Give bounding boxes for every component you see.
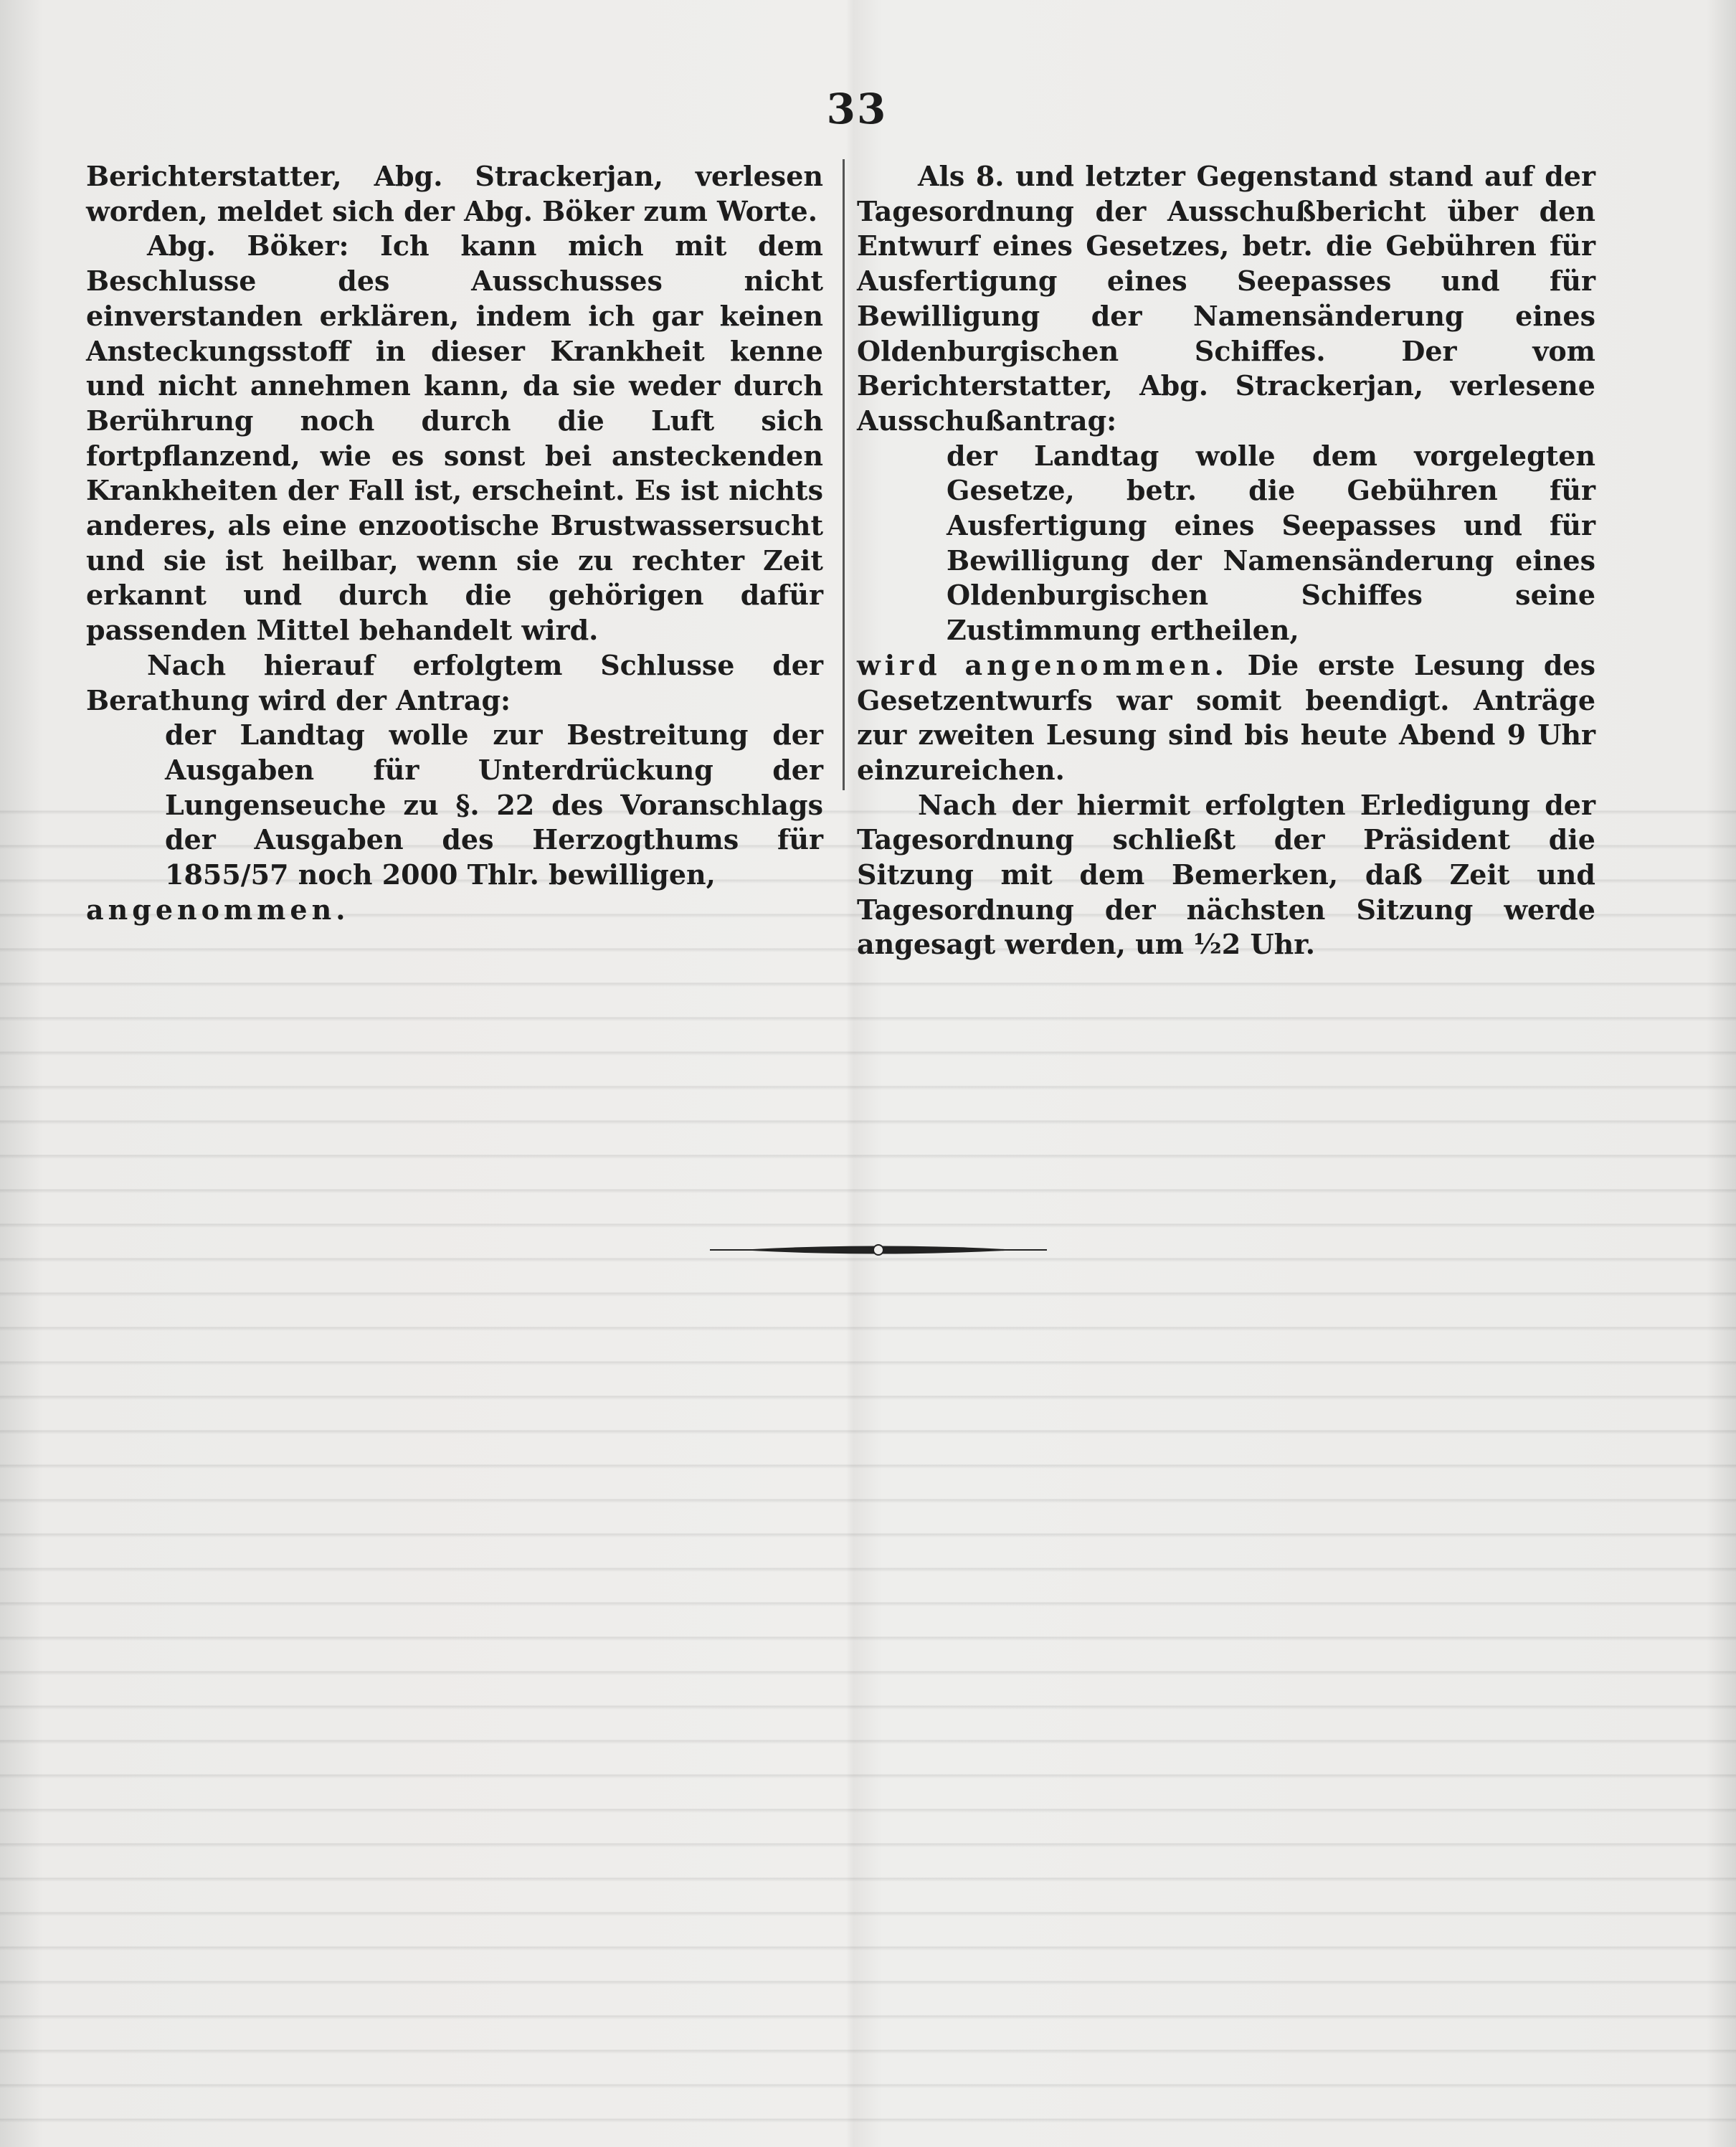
bleed-through-texture bbox=[0, 789, 1736, 2147]
right-motion-quote: der Landtag wolle dem vorgelegten Gesetze, betr. die Gebühren für Ausfertigung eines Seepasses und für Bewilligung der Namensänderung eines Oldenburgischen Schiffes seine Zustimmung ertheilen, bbox=[947, 439, 1595, 647]
ornamental-rule-icon bbox=[710, 1239, 1047, 1261]
left-motion-quote: der Landtag wolle zur Bestreitung der Ausgaben für Unterdrückung der Lungenseuche zu §. 22 des Voranschlags der Ausgaben des Herzogthums für 1855/57 noch 2000 Thlr. bewilligen, bbox=[165, 719, 823, 891]
right-paragraph-3: Nach der hiermit erfolgten Erledigung der Tagesordnung schließt der Präsident die Sitzung mit dem Bemerken, daß Zeit und Tagesordnung der nächsten Sitzung werde angesagt werden, um ½2 Uhr. bbox=[857, 788, 1595, 961]
left-result: angenommen. bbox=[86, 893, 350, 926]
left-paragraph-2 bbox=[86, 229, 823, 648]
right-result-lead: wird angenommen. bbox=[857, 648, 1228, 681]
right-paragraph-2-text: Die erste Lesung des Gesetzentwurfs war somit beendigt. Anträge zur zweiten Lesung sind bis heute Abend 9 Uhr einzureichen. bbox=[857, 648, 1596, 786]
speech-text: Ich kann mich mit dem Beschlusse des Ausschusses nicht einverstanden erklären, indem ich gar keinen Ansteckungsstoff in dieser Krankheit kenne und nicht annehmen kann, da sie weder durch Berührung noch durch die Luft sich fortpflanzend, wie es sonst bei ansteckenden Krankheiten der Fall ist, erscheint. Es ist nichts anderes, als eine enzootische Brustwassersucht und sie ist heilbar, wenn sie zu rechter Zeit erkannt und durch die gehörigen dafür passenden Mittel behandelt wird. bbox=[86, 229, 823, 647]
left-paragraph-1: Berichterstatter, Abg. Strackerjan, verlesen worden, meldet sich der Abg. Böker zum Worte. bbox=[86, 160, 823, 227]
left-paragraph-3: Nach hierauf erfolgtem Schlusse der Berathung wird der Antrag: bbox=[86, 648, 823, 716]
left-column bbox=[86, 159, 823, 927]
right-paragraph-2 bbox=[857, 648, 1595, 788]
page-number: 33 bbox=[826, 85, 888, 133]
speaker-name: Abg. Böker: bbox=[147, 229, 349, 262]
right-paragraph-1: Als 8. und letzter Gegenstand stand auf der Tagesordnung der Ausschußbericht über den Entwurf eines Gesetzes, betr. die Gebühren für Ausfertigung eines Seepasses und für Bewilligung der Namensänderung eines Oldenburgischen Schiffes. Der vom Berichterstatter, Abg. Strackerjan, verlesene Ausschußantrag: bbox=[857, 160, 1595, 437]
column-divider bbox=[843, 159, 845, 790]
right-column bbox=[857, 159, 1595, 962]
